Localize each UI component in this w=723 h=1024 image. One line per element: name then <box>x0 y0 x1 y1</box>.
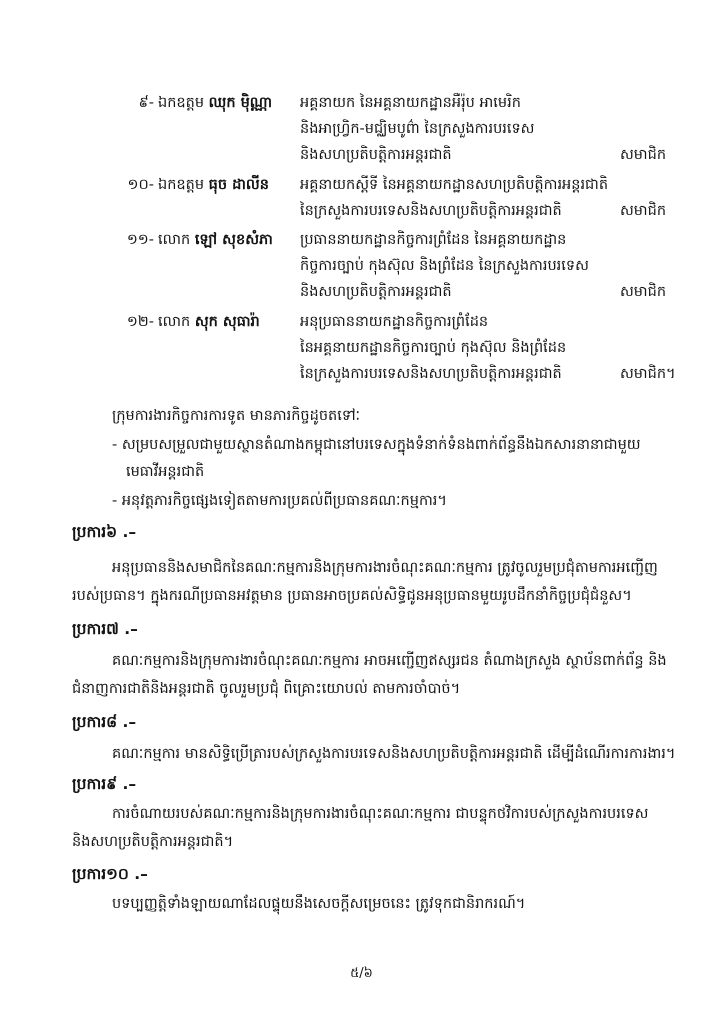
member-roles <box>300 90 610 168</box>
member-name: ឡៅ សុខសំភា <box>194 232 273 248</box>
member-roles <box>300 227 610 305</box>
member-status: សមាជិក <box>620 284 667 300</box>
member-role-line: អនុប្រធាននាយកដ្ឋានកិច្ចការព្រំដែន <box>300 314 489 330</box>
member-role-line: នៃក្រសួងការបរទេសនិងសហប្រតិបត្តិការអន្តរជាតិ <box>300 203 562 219</box>
member-name: ឈុក ម៉ិណ្ណា <box>208 95 273 111</box>
member-title: ឯកឧត្តម <box>158 95 205 111</box>
article-text: គណៈកម្មការ មានសិទ្ធិប្រើត្រារបស់ក្រសួងការបរទេសនិងសហប្រតិបត្តិការអន្តរជាតិ ដើម្បីដំណើរការការងារ។ <box>112 746 676 762</box>
article-heading: ប្រការ៩ .– <box>72 775 137 793</box>
duties-intro: ក្រុមការងារកិច្ចការការទូត មានភារកិច្ចដូចតទៅៈ <box>112 408 361 424</box>
member-title: លោក <box>158 314 191 330</box>
member-number: ១២- <box>126 314 154 330</box>
member-status: សមាជិក។ <box>620 366 676 382</box>
member-title-and-name <box>158 227 273 253</box>
article-text: របស់ប្រធាន។ ក្នុងករណីប្រធានអវត្តមាន ប្រធានអាចប្រគល់សិទ្ធិជូនអនុប្រធានមួយរូបដឹកនាំកិច្ចប្រជុំជំនួស។ <box>72 588 632 604</box>
member-role-line: អគ្គនាយក នៃអគ្គនាយកដ្ឋានអឺរ៉ុប អាមេរិក <box>300 95 521 111</box>
member-role-line: និងអាហ្វ្រិក-មជ្ឈិមបូព៌ា នៃក្រសួងការបរទេស <box>300 121 535 137</box>
article-text: អនុប្រធាននិងសមាជិកនៃគណៈកម្មការនិងក្រុមការងារចំណុះគណៈកម្មការ ត្រូវចូលរួមប្រជុំតាមការអញ្ជើញ <box>112 560 658 576</box>
member-status: សមាជិក <box>620 203 667 219</box>
article-heading: ប្រការ៦ .– <box>72 523 137 541</box>
member-role-line: នៃអគ្គនាយកដ្ឋានកិច្ចការច្បាប់ កុងស៊ុល និងព្រំដែន <box>300 340 567 356</box>
article-text: ជំនាញការជាតិនិងអន្តរជាតិ ចូលរួមប្រជុំ ពិគ្រោះយោបល់ តាមការចាំបាច់។ <box>72 681 461 697</box>
duty-bullet: - អនុវត្តភារកិច្ចផ្សេងទៀតតាមការប្រគល់ពីប្រធានគណៈកម្មការ។ <box>112 493 447 509</box>
member-role-line: កិច្ចការច្បាប់ កុងស៊ុល និងព្រំដែន នៃក្រសួងការបរទេស <box>300 258 589 274</box>
article-text: គណៈកម្មការនិងក្រុមការងារចំណុះគណៈកម្មការ អាចអញ្ជើញឥស្សរជន តំណាងក្រសួង ស្ថាប័នពាក់ព័ន្ធ និង <box>112 653 667 669</box>
member-roles <box>300 309 610 387</box>
member-number: ១១- <box>126 232 154 248</box>
article-text: និងសហប្រតិបត្តិការអន្តរជាតិ។ <box>72 834 234 850</box>
duty-bullet: - សម្របសម្រួលជាមួយស្ថានតំណាងកម្ពុជានៅបរទេសក្នុងទំនាក់ទំនងពាក់ព័ន្ធនឹងឯកសារនានាជាមួយ <box>112 437 641 453</box>
duty-bullet-continuation: មេធាវីអន្តរជាតិ <box>126 464 205 480</box>
member-number: ៩- <box>138 95 154 111</box>
article-text: ការចំណាយរបស់គណៈកម្មការនិងក្រុមការងារចំណុះគណៈកម្មការ ជាបន្ទុកថវិការបស់ក្រសួងការបរទេស <box>112 806 649 822</box>
member-name: ធុច ដាលីន <box>208 177 269 193</box>
member-role-line: អគ្គនាយកស្តីទី នៃអគ្គនាយកដ្ឋានសហប្រតិបត្តិការអន្តរជាតិ <box>300 177 609 193</box>
article-text: បទប្បញ្ញត្តិទាំងឡាយណាដែលផ្ទុយនឹងសេចក្តីសម្រេចនេះ ត្រូវទុកជានិរាករណ៍។ <box>112 896 526 912</box>
member-role-line: និងសហប្រតិបត្តិការអន្តរជាតិ <box>300 147 452 163</box>
member-roles <box>300 172 610 224</box>
member-title-and-name <box>158 172 269 198</box>
member-role-line: នៃក្រសួងការបរទេសនិងសហប្រតិបត្តិការអន្តរជាតិ <box>300 366 562 382</box>
member-title: លោក <box>158 232 191 248</box>
member-title-and-name <box>158 90 272 116</box>
member-name: សុក សុធារ៉ា <box>194 314 260 330</box>
member-role-line: ប្រធាននាយកដ្ឋានកិច្ចការព្រំដែន នៃអគ្គនាយកដ្ឋាន <box>300 232 567 248</box>
article-heading: ប្រការ៨ .– <box>72 713 137 731</box>
member-number: ១០- <box>127 177 154 193</box>
article-heading: ប្រការ៧ .– <box>72 620 138 638</box>
member-title-and-name <box>158 309 260 335</box>
member-status: សមាជិក <box>620 147 667 163</box>
member-title: ឯកឧត្តម <box>158 177 205 193</box>
page-number: ៥/៦ <box>350 966 373 981</box>
member-role-line: និងសហប្រតិបត្តិការអន្តរជាតិ <box>300 284 452 300</box>
article-heading: ប្រការ១០ .– <box>72 865 148 883</box>
